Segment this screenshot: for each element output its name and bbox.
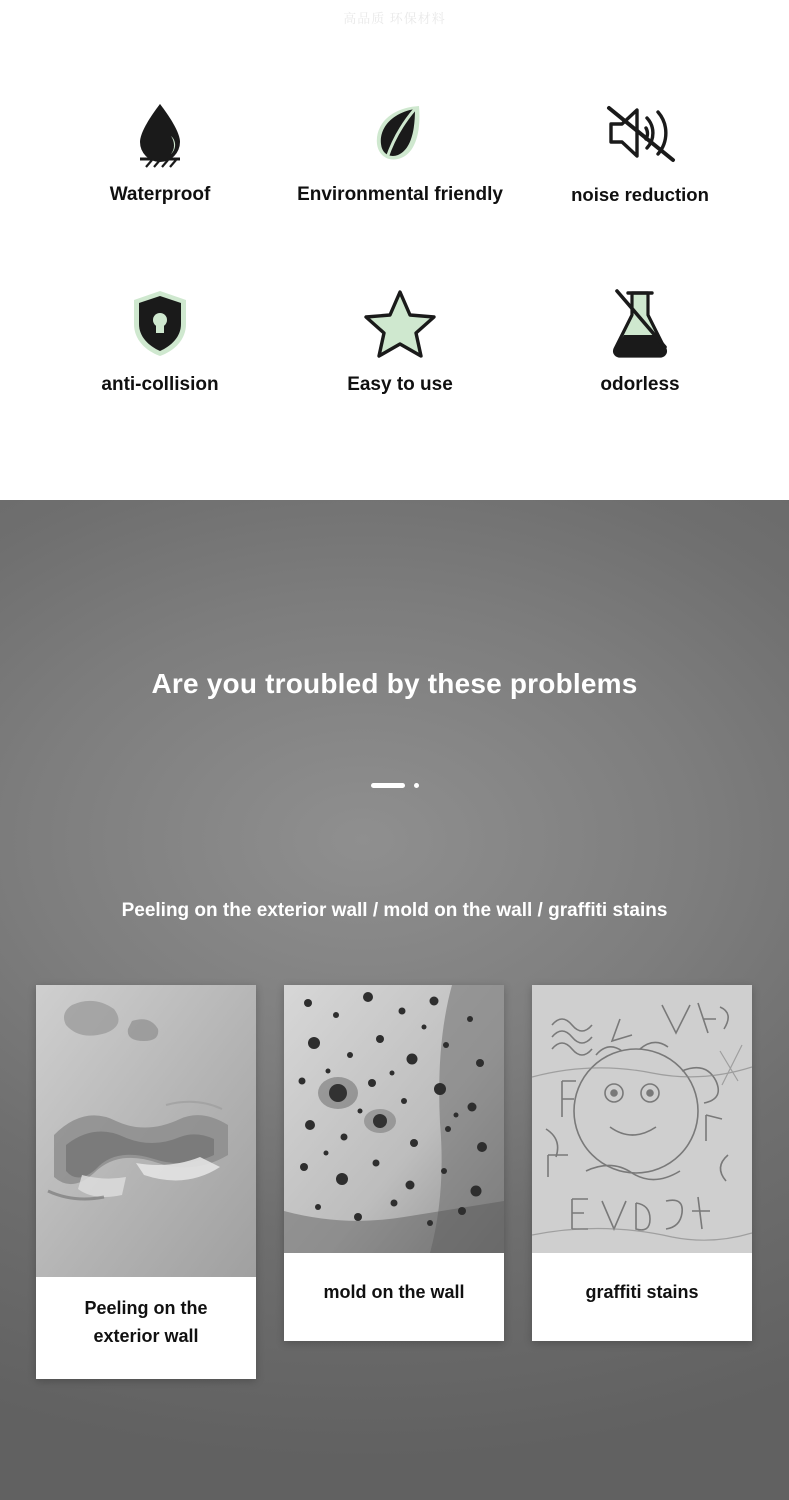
section-divider — [0, 783, 789, 788]
graffiti-wall-photo — [532, 985, 752, 1253]
problems-subtitle: Peeling on the exterior wall / mold on the wall / graffiti stains — [121, 900, 668, 921]
feature-label: odorless — [600, 374, 680, 395]
card-caption — [36, 1277, 256, 1379]
problems-section — [0, 500, 789, 1500]
feature-label: Waterproof — [109, 184, 211, 205]
feature-item-environmental — [280, 96, 520, 286]
card-caption: graffiti stains — [585, 1282, 699, 1302]
water-drop-icon — [127, 96, 193, 170]
feature-item-odorless — [520, 286, 760, 476]
feature-item-waterproof — [40, 96, 280, 286]
muted-speaker-icon — [603, 96, 677, 170]
feature-label: anti-collision — [101, 374, 219, 395]
divider-dot — [414, 783, 419, 788]
card-caption-line2: exterior wall — [93, 1325, 199, 1346]
feature-item-easy-to-use — [280, 286, 520, 476]
feature-label: Easy to use — [347, 374, 453, 395]
feature-label: noise reduction — [571, 184, 709, 205]
features-section — [0, 0, 789, 500]
features-grid — [40, 96, 760, 476]
problem-cards — [36, 985, 753, 1379]
shield-icon — [129, 286, 191, 360]
problem-card — [284, 985, 504, 1341]
leaf-icon — [365, 96, 435, 170]
flask-icon — [607, 286, 673, 360]
problem-card — [36, 985, 256, 1379]
problems-title: Are you troubled by these problems — [151, 668, 638, 699]
star-icon — [364, 286, 436, 360]
card-caption: mold on the wall — [323, 1282, 465, 1302]
moldy-wall-photo — [284, 985, 504, 1253]
feature-item-noise-reduction — [520, 96, 760, 286]
divider-bar — [371, 783, 405, 788]
feature-label: Environmental friendly — [297, 184, 503, 205]
feature-item-anti-collision — [40, 286, 280, 476]
peeling-wall-photo — [36, 985, 256, 1277]
problem-card — [532, 985, 752, 1341]
card-caption-line1: Peeling on the — [84, 1298, 208, 1318]
features-ghost-heading: 高品质 环保材料 — [343, 11, 446, 26]
